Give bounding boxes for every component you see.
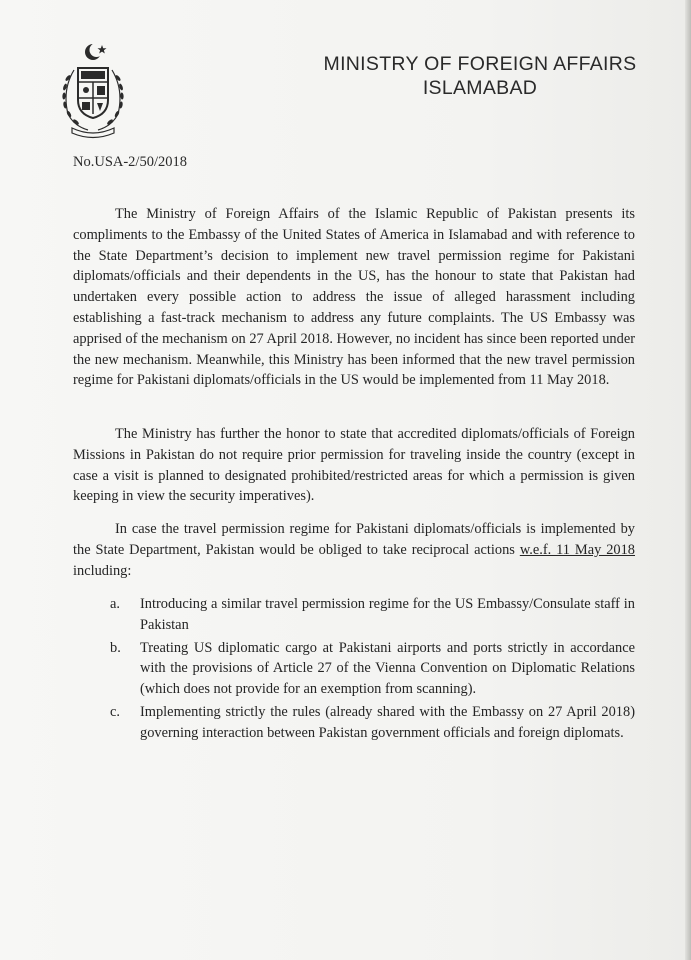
list-item	[110, 702, 635, 744]
paragraph-2: The Ministry has further the honor to state that accredited diplomats/officials of Foreign Missions in Pakistan do not require prior permission for traveling inside the country (except in case a visit is planned to designated prohibited/restricted areas for which a permission is given keeping in view the security imperatives).	[73, 426, 635, 505]
list-marker: a.	[110, 596, 120, 612]
paragraph-1: The Ministry of Foreign Affairs of the Islamic Republic of Pakistan presents its compliments to the Embassy of the United States of America in Islamabad and with reference to the State Department’s decision to implement new travel permission regime for Pakistani diplomats/officials and their dependents in the US, has the honour to state that Pakistan had undertaken every possible action to address the issue of alleged harassment including establishing a fast-track mechanism to address any future complaints. The US Embassy was apprised of the mechanism on 27 April 2018. However, no incident has since been reported under the new mechanism. Meanwhile, this Ministry has been informed that the new travel permission regime for Pakistani diplomats/officials in the US would be implemented from 11 May 2018.	[73, 206, 635, 389]
actions-list	[110, 594, 635, 746]
list-item	[110, 638, 635, 700]
effective-date: w.e.f. 11 May 2018	[519, 541, 635, 558]
list-item-text: Introducing a similar travel permission regime for the US Embassy/Consulate staff in Pakistan	[140, 596, 635, 633]
page-edge-shadow	[685, 0, 691, 960]
list-item-text: Implementing strictly the rules (already shared with the Embassy on 27 April 2018) governing interaction between Pakistan government officials and foreign diplomats.	[140, 703, 635, 741]
list-item-text: Treating US diplomatic cargo at Pakistani airports and ports strictly in accordance with the provisions of Article 27 of the Vienna Convention on Diplomatic Relations (which does not provide for an exemption from scanning).	[140, 639, 635, 698]
paragraph-3	[73, 519, 635, 581]
paragraph-3-text: In case the travel permission regime for Pakistani diplomats/officials is implemented by the State Department, Pakistan would be obliged to take reciprocal actions	[73, 521, 635, 558]
paragraph-3-end: including:	[73, 562, 132, 579]
ministry-city: ISLAMABAD	[422, 77, 538, 99]
list-marker: b.	[110, 639, 121, 656]
state-emblem-icon	[50, 40, 136, 140]
reference-number: No.USA-2/50/2018	[73, 154, 187, 170]
list-marker: c.	[110, 703, 120, 720]
ministry-name: MINISTRY OF FOREIGN AFFAIRS	[323, 53, 637, 75]
ministry-letterhead	[300, 52, 660, 100]
list-item	[110, 594, 635, 636]
